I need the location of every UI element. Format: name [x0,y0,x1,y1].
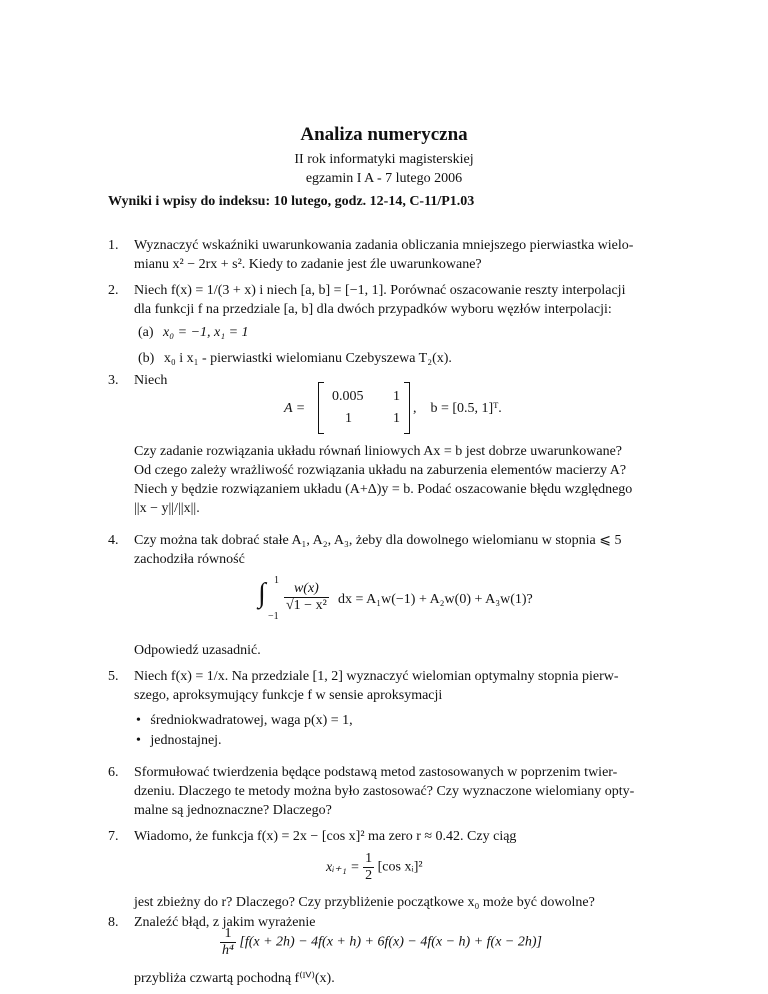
fraction-denominator: 2 [365,868,373,883]
iteration-equation [326,851,423,884]
bullet-text: jednostajnej. [150,733,222,748]
results-info: Wyniki i wpisy do indeksu: 10 lutego, godz. 12-14, C-11/P1.03 [108,194,475,209]
subitem-label: (b) [138,351,155,366]
problem-number: 5. [108,669,119,684]
bullet-item [136,733,222,749]
problem-text: Niech f(x) = 1/(3 + x) i niech [a, b] = [−1, 1]. Porównać oszacowanie reszty interpolacji [134,283,626,298]
bracket-right [404,382,410,434]
subitem-label: (a) [138,325,154,340]
integral-rhs: dx = A₁w(−1) + A₂w(0) + A₃w(1)? [338,592,533,607]
subitem-text: x₀ = −1, x₁ = 1 [163,325,249,340]
matrix-cell: 1 [345,411,352,426]
problem-text: dzeniu. Dlaczego te metody można było zastosować? Czy wyznaczone wielomiany opty- [134,784,635,799]
problem-text: Sformułować twierdzenia będące podstawą metod zastosowanych w poprzenim twier- [134,765,618,780]
subtitle-exam: egzamin I A - 7 lutego 2006 [305,171,463,186]
integral-upper: 1 [274,575,279,586]
subitem-b [138,351,452,367]
matrix-cell: 0.005 [332,389,364,404]
matrix-cell: 1 [393,411,400,426]
bullet-icon: • [136,713,141,728]
vector-b: , b = [0.5, 1]ᵀ. [413,401,502,416]
problem-text: Odpowiedź uzasadnić. [134,643,261,658]
page-title: Analiza numeryczna [300,124,468,145]
problem-text: zachodziła równość [134,552,245,567]
problem-text: Niech f(x) = 1/x. Na przedziale [1, 2] wyznaczyć wielomian optymalny stopnia pierw- [134,669,619,684]
problem-text: Czy zadanie rozwiązania układu równań liniowych Ax = b jest dobrze uwarunkowane? [134,444,623,459]
difference-equation [220,926,542,959]
problem-text: Znaleźć błąd, z jakim wyrażenie [134,915,316,930]
problem-text: Wyznaczyć wskaźniki uwarunkowania zadania obliczania mniejszego pierwiastka wielo- [134,238,634,253]
bullet-icon: • [136,733,141,748]
matrix-cell: 1 [393,389,400,404]
problem-text: jest zbieżny do r? Dlaczego? Czy przybliżenie początkowe x₀ może być dowolne? [134,895,595,910]
fraction-numerator: 1 [365,851,373,866]
problem-text: Czy można tak dobrać stałe A₁, A₂, A₃, żeby dla dowolnego wielomianu w stopnia ⩽ 5 [134,533,622,548]
bullet-text: średniokwadratowej, waga p(x) = 1, [150,713,353,728]
equation-lhs: xᵢ₊₁ = [326,860,360,875]
problem-text: ||x − y||/||x||. [134,501,200,516]
problem-text: przybliża czwartą pochodną f⁽ᴵⱽ⁾(x). [134,971,335,986]
problem-text: szego, aproksymujący funkcje f w sensie aproksymacji [134,688,443,703]
problem-text: Niech [134,373,168,388]
integral-sign-icon: ∫ [258,578,266,609]
problem-number: 2. [108,283,119,298]
problem-text: mianu x² − 2rx + s². Kiedy to zadanie jest źle uwarunkowane? [134,257,482,272]
problem-text: dla funkcji f na przedziale [a, b] dla dwóch przypadków wyboru węzłów interpolacji: [134,302,612,317]
problem-number: 7. [108,829,119,844]
problem-number: 4. [108,533,119,548]
problem-text: malne są jednoznaczne? Dlaczego? [134,803,332,818]
problem-text: Niech y będzie rozwiązaniem układu (A+Δ)y = b. Podać oszacowanie błędu względnego [134,482,633,497]
equation-rhs: [cos xᵢ]² [377,859,423,875]
problem-text: Wiadomo, że funkcja f(x) = 2x − [cos x]² ma zero r ≈ 0.42. Czy ciąg [134,829,517,844]
problem-number: 1. [108,238,119,253]
matrix-name: A = [284,401,306,416]
fraction-denominator: √1 − x² [286,598,327,613]
integral-lower: −1 [268,611,279,622]
equation-rhs: [f(x + 2h) − 4f(x + h) + 6f(x) − 4f(x − h) + f(x − 2h)] [239,934,542,950]
problem-number: 6. [108,765,119,780]
fraction-numerator: w(x) [284,581,329,598]
subitem-a [138,325,249,341]
problem-text: Od czego zależy wrażliwość rozwiązania układu na zaburzenia elementów macierzy A? [134,463,627,478]
fraction-numerator: 1 [220,926,236,943]
matrix-label [284,401,305,417]
subtitle-course: II rok informatyki magisterskiej [294,152,474,167]
bullet-item [136,713,353,729]
bracket-left [318,382,324,434]
integrand-fraction [284,581,329,614]
subitem-text: x₀ i x₁ - pierwiastki wielomianu Czebyszewa T₂(x). [163,351,452,366]
fraction-denominator: h⁴ [222,943,234,958]
problem-number: 8. [108,915,119,930]
problem-number: 3. [108,373,119,388]
